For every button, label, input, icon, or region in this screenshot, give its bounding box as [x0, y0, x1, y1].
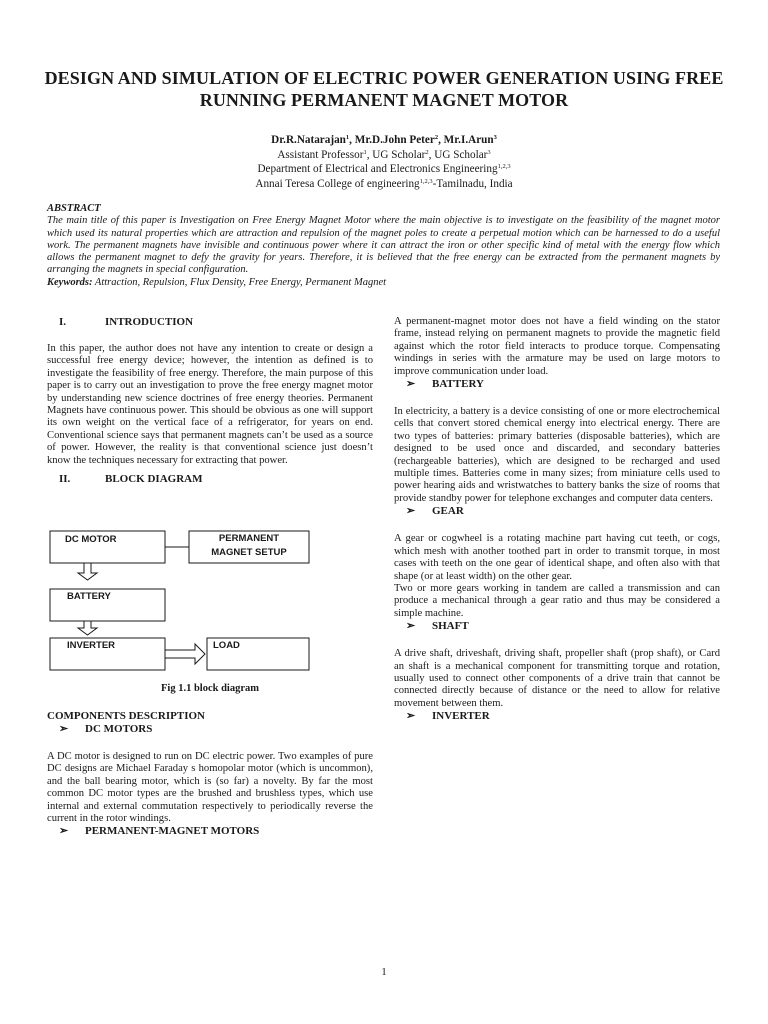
left-column-intro: [47, 316, 373, 486]
abstract-section: [47, 203, 720, 289]
arrow-bullet-icon: ➢: [406, 710, 416, 723]
subheading-title: INVERTER: [432, 710, 490, 723]
department-text: Department of Electrical and Electronics Engineering: [257, 163, 498, 175]
role-sup: 1: [363, 148, 367, 156]
keywords-label: Keywords:: [47, 276, 93, 288]
author-name: Mr.D.John Peter: [354, 134, 435, 146]
page-number: 1: [381, 966, 387, 978]
subheading-title: GEAR: [432, 505, 464, 518]
author-sup: 3: [493, 134, 497, 141]
author-role: UG Scholar: [434, 148, 488, 161]
keywords-line: [47, 277, 720, 289]
subheading-inverter: [394, 710, 720, 723]
author-role: UG Scholar: [372, 148, 426, 161]
author-department: [100, 162, 668, 177]
dc-motors-text: A DC motor is designed to run on DC electric power. Two examples of pure DC designs are Michael Faraday s homopolar motor (which is uncommon), and the ball bearing motor, which is (so far) a novelty. By far the most common DC motor types are the brushed and brushless types, which use internal and external commutation respectively to periodically reverse the current in the rotor windings.: [47, 751, 373, 825]
abstract-heading: ABSTRACT: [47, 203, 101, 214]
section-title: INTRODUCTION: [105, 316, 194, 328]
pm-motors-text: A permanent-magnet motor does not have a field winding on the stator frame, instead relying on permanent magnets to provide the magnetic field against which the rotor field interacts to produce torque. Compensating windings in series with the armature may be used on large motors to improve communication under load.: [394, 316, 720, 377]
subheading-title: PERMANENT-MAGNET MOTORS: [85, 825, 260, 838]
inverter-load-arrow: [165, 644, 205, 664]
arrow-bullet-icon: ➢: [59, 723, 69, 735]
abstract-text: The main title of this paper is Investigation on Free Energy Magnet Motor where the main objective is to investigate on the feasibility of the magnet motor which used its natural properties which are attraction and repulsion of the magnet poles to create a perpetual motion which can be harnessed to do a useful work. The permanent magnets have invisible and continuous power where it can attract the iron or other specific kind of metal with the energy flow which allows the permanent magnet to defy the gravity for years. Therefore, it is believed that the free energy can be extracted from the permanent magnets by arranging the magnets in special configuration.: [47, 215, 720, 276]
subheading-shaft: [394, 620, 720, 633]
section-heading-block-diagram: [47, 473, 373, 486]
college-sup: 1,2,3: [419, 177, 433, 185]
author-name: Dr.R.Natarajan: [271, 134, 346, 146]
dc-motor-label: DC MOTOR: [65, 534, 117, 545]
department-sup: 1,2,3: [497, 163, 511, 170]
gear-text-2: Two or more gears working in tandem are called a transmission and can produce a mechanical through a gear ratio and thus may be considered a simple machine.: [394, 582, 720, 619]
battery-inverter-arrow: [78, 621, 97, 635]
paper-title: DESIGN AND SIMULATION OF ELECTRIC POWER GENERATION USING FREE RUNNING PERMANENT MAGNET MOTOR: [44, 68, 724, 110]
load-label: LOAD: [213, 640, 240, 651]
battery-label: BATTERY: [67, 591, 111, 602]
author-sup: 2: [434, 134, 439, 141]
components-heading: COMPONENTS DESCRIPTION: [47, 710, 205, 722]
arrow-bullet-icon: ➢: [59, 825, 69, 838]
block-diagram: [47, 528, 373, 678]
college-text: Annai Teresa College of engineering: [255, 177, 420, 190]
figure-caption: Fig 1.1 block diagram: [160, 683, 259, 694]
author-block: [100, 133, 668, 191]
inverter-label: INVERTER: [67, 640, 116, 651]
author-role: Assistant Professor: [277, 148, 364, 161]
keywords-text: Attraction, Repulsion, Flux Density, Free Energy, Permanent Magnet: [92, 276, 387, 288]
subheading-title: SHAFT: [432, 620, 469, 633]
pm-setup-label-2: MAGNET SETUP: [211, 547, 287, 558]
subheading-gear: [394, 505, 720, 518]
right-column: [394, 316, 720, 723]
author-roles: Assistant Professor$^1$, UG Scholar$^2$, UG Scholar$^3$: [277, 148, 491, 161]
section-number: II.: [59, 473, 71, 486]
subheading-dc-motors: [47, 723, 373, 736]
subheading-title: DC MOTORS: [85, 723, 153, 735]
role-sup: 3: [487, 148, 491, 156]
author-names: Dr.R.Natarajan$^1$, Mr.D.John Peter$^2$, Mr.I.Arun$^3$: [271, 134, 497, 146]
author-sup: 1: [345, 134, 350, 141]
college-location: -Tamilnadu, India: [432, 177, 513, 190]
author-college: [100, 177, 668, 192]
pm-setup-label-1: PERMANENT: [218, 533, 280, 544]
left-column-components: [47, 710, 373, 838]
arrow-bullet-icon: ➢: [406, 505, 416, 518]
role-sup: 2: [425, 148, 429, 156]
author-name: Mr.I.Arun: [443, 134, 494, 146]
section-heading-introduction: [47, 316, 373, 329]
battery-text: In electricity, a battery is a device consisting of one or more electrochemical cells that convert stored chemical energy into electrical energy. There are two types of batteries: primary batteries (disposable batteries), which are designed to be used once and discarded, and secondary batteries (rechargeable batteries), which are designed to be recharged and used multiple times. Batteries come in many sizes; from miniature cells used to power hearing aids and wristwatches to battery banks the size of rooms that provide standby power for telephone exchanges and computer data centers.: [394, 406, 720, 504]
section-number: I.: [59, 316, 67, 328]
arrow-bullet-icon: ➢: [406, 378, 416, 391]
shaft-text: A drive shaft, driveshaft, driving shaft, propeller shaft (prop shaft), or Card an shaft is a mechanical component for transmitting torque and rotation, usually used to connect other components of a drive train that cannot be connected directly because of distance or the need to allow for relative movement between them.: [394, 648, 720, 709]
gear-text-1: A gear or cogwheel is a rotating machine part having cut teeth, or cogs, which mesh with another toothed part in order to transmit torque, in most cases with teeth on the one gear of identical shape, and often also with that shape (or at least width) on the other gear.: [394, 533, 720, 582]
subheading-pm-motors: [47, 825, 373, 838]
subheading-battery: [394, 378, 720, 391]
arrow-bullet-icon: ➢: [406, 620, 416, 633]
subheading-title: BATTERY: [432, 378, 484, 391]
motor-battery-arrow: [78, 563, 97, 580]
introduction-text: In this paper, the author does not have any intention to create or design a successful free energy device; however, the intention as defined is to investigate the feasibility of free energy. Therefore, the main purpose of this paper is to carry out an investigation to prove the free energy magnet motor by understanding new science doctrines of free energy theories. Permanent Magnets have continuous power. This should be obvious as one will support its own weight on the vertical face of a refrigerator, for years on end. Conventional science says that permanent magnets can’t be used as a source of power. However, the reality is that conventional science just doesn’t know the techniques necessary for extracting that power.: [47, 343, 373, 466]
section-title: BLOCK DIAGRAM: [105, 473, 203, 486]
